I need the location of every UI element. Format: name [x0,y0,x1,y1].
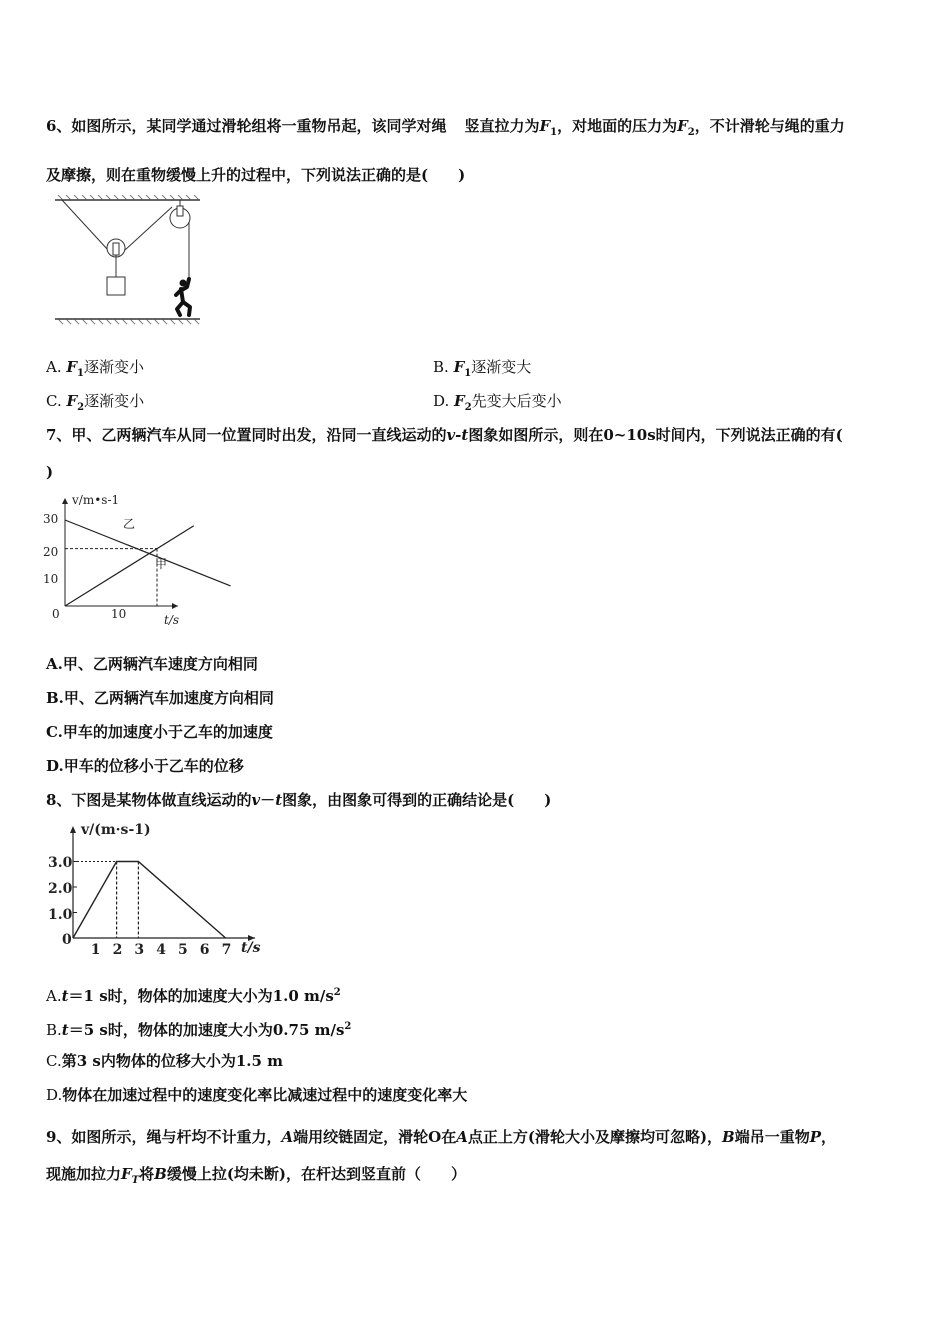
q8-vt-chart [45,820,270,960]
q9-var: A [281,1128,294,1146]
q7-option-a[interactable] [46,654,258,674]
q7-option-d[interactable] [46,756,244,776]
q9-stem-part: ， [821,1128,837,1146]
q9-stem-part: 点正上方(滑轮大小及摩擦均可忽略)， [467,1128,723,1146]
y-tick-label: 30 [43,512,59,526]
option-symbol: F [453,358,465,376]
q7-stem-part: 7、甲、乙两辆汽车从同一位置同时出发，沿同一直线运动的 [46,426,447,444]
option-text: 物体在加速过程中的速度变化率比减速过程中的速度变化率大 [62,1086,468,1104]
q7-range: 0~10s [603,426,656,444]
q8-v: v [251,791,261,809]
q7-stem-part: 时间内，下列说法正确的有( [655,426,843,444]
option-sup: 2 [333,987,341,998]
option-text: 逐渐变大 [471,358,532,376]
option-text: 甲车的加速度小于乙车的加速度 [62,723,273,741]
q6-option-a[interactable] [46,357,144,384]
q8-stem [46,790,551,810]
q8-stem-part: 图象，由图象可得到的正确结论是( ) [282,791,552,809]
q9-var: B [154,1165,167,1183]
q9-stem-part: 缓慢上拉(均未断)，在杆达到竖直前（ ） [166,1165,467,1183]
option-var: t [61,987,69,1005]
q6-f1-symbol: F [539,117,551,135]
q9-stem-line1 [46,1127,836,1147]
y-tick-label: 20 [43,545,59,559]
q9-stem-part: 端吊一重物 [734,1128,810,1146]
option-var: t [61,1021,69,1039]
chart-marks [65,520,231,606]
x-tick-label: 2 [112,942,123,958]
option-text: 逐渐变小 [84,358,145,376]
q8-option-d[interactable] [46,1085,467,1105]
option-text: 甲、乙两辆汽车加速度方向相同 [63,689,274,707]
series-line-yi [65,526,194,606]
option-sub: 1 [464,368,472,379]
origin-label: 0 [62,932,72,948]
origin-label: 0 [52,607,60,621]
option-letter: C. [46,723,63,741]
q8-stem-part: 8、下图是某物体做直线运动的 [46,791,252,809]
option-text: 甲车的位移小于乙车的位移 [63,757,244,775]
q7-vt-chart [40,488,190,628]
q8-option-c[interactable] [46,1051,283,1071]
q9-var: A [456,1128,468,1146]
q9-var: O [428,1128,442,1146]
option-value: 1.0 m/s [272,987,334,1005]
option-letter: A. [46,358,62,376]
option-letter: D. [46,1086,63,1104]
q6-f2-sub: 2 [687,127,695,138]
y-tick-label: 2.0 [48,881,73,897]
option-text: 甲、乙两辆汽车速度方向相同 [62,655,258,673]
y-axis-label: v/(m·s-1) [81,822,151,838]
y-axis-arrow [62,498,68,504]
option-symbol: F [454,392,465,410]
q9-stem-line2 [46,1164,466,1191]
x-tick-label: 6 [199,942,210,958]
option-text: 内物体的位移大小为 [100,1052,236,1070]
q9-var: B [722,1128,735,1146]
y-tick-label: 10 [43,572,59,586]
x-tick-labels [91,942,232,958]
option-letter: B. [433,358,449,376]
q6-f1-sub: 1 [550,127,558,138]
q9-ft-sub: T [131,1175,140,1186]
q6-stem-part: ，不计滑轮与绳的重力 [694,117,845,135]
q9-var: P [809,1128,822,1146]
x-tick-label: 1 [90,942,101,958]
option-text: 时，物体的加速度大小为 [107,1021,273,1039]
option-letter: B. [46,1021,62,1039]
q9-ft-symbol: F [121,1165,132,1183]
q6-option-d[interactable] [433,391,562,418]
chart-marks [73,862,226,939]
y-axis-arrow [70,826,76,833]
option-value: 3 s [76,1052,101,1070]
q6-stem-line1 [46,116,845,143]
q9-stem-part: 现施加拉力 [46,1165,122,1183]
series-line [73,862,226,939]
y-axis-label: v/m•s-1 [72,493,120,507]
series-line-jia [65,520,231,586]
q8-option-a[interactable] [46,983,341,1006]
option-text: 逐渐变小 [84,392,145,410]
option-sub: 2 [77,402,85,413]
option-sub: 1 [77,368,85,379]
y-tick-label: 3.0 [48,855,73,871]
option-value: 1.5 m [235,1052,284,1070]
option-letter: A. [46,655,63,673]
q9-stem-part: 在 [441,1128,457,1146]
q6-f2-symbol: F [677,117,688,135]
q7-option-b[interactable] [46,688,274,708]
x-tick-label: 3 [134,942,145,958]
q6-option-b[interactable] [433,357,531,384]
q6-stem-part: ，对地面的压力为 [557,117,678,135]
q9-stem-part: 将 [139,1165,155,1183]
option-eq: ＝5 s [68,1021,108,1039]
q8-t: t [275,791,283,809]
series-label-jia: 甲 [155,557,168,571]
x-tick-label: 4 [156,942,166,958]
pulley-figure [50,195,210,330]
option-letter: B. [46,689,64,707]
x-tick-label: 7 [221,942,232,958]
chart-axes [62,498,178,609]
option-value: 0.75 m/s [272,1021,345,1039]
x-axis-label: t/s [241,940,261,956]
option-letter: D. [433,392,450,410]
q6-option-c[interactable] [46,391,144,418]
option-letter: C. [46,392,62,410]
option-sup: 2 [344,1021,352,1032]
series-label-yi: 乙 [123,517,136,531]
q7-stem-line2: ) [46,463,54,481]
option-letter: A. [46,987,62,1005]
q7-stem-line1 [46,425,843,445]
option-text: 第 [61,1052,77,1070]
y-tick-label: 1.0 [48,907,73,923]
option-symbol: F [66,358,78,376]
q8-option-b[interactable] [46,1017,351,1040]
x-axis-arrow [172,603,178,609]
q7-vt: v-t [446,426,469,444]
q6-stem-part: 6、如图所示，某同学通过滑轮组将一重物吊起，该同学对绳 [46,117,447,135]
q7-stem-part: 图象如图所示，则在 [468,426,604,444]
x-tick-label: 5 [178,942,188,958]
option-letter: C. [46,1052,62,1070]
option-sub: 2 [464,402,472,413]
option-eq: ＝1 s [68,987,108,1005]
q6-stem-part: 竖直拉力为 [464,117,540,135]
x-axis-label: t/s [164,613,180,627]
option-letter: D. [46,757,64,775]
q6-stem-line2: 及摩擦，则在重物缓慢上升的过程中，下列说法正确的是( ) [46,166,466,184]
option-text: 先变大后变小 [471,392,562,410]
q9-stem-part: 端用绞链固定，滑轮 [293,1128,429,1146]
q9-stem-part: 9、如图所示，绳与杆均不计重力， [46,1128,282,1146]
option-symbol: F [66,392,78,410]
option-text: 时，物体的加速度大小为 [107,987,273,1005]
q8-dash: － [260,791,276,809]
x-tick-label: 10 [111,607,127,621]
q7-option-c[interactable] [46,722,273,742]
